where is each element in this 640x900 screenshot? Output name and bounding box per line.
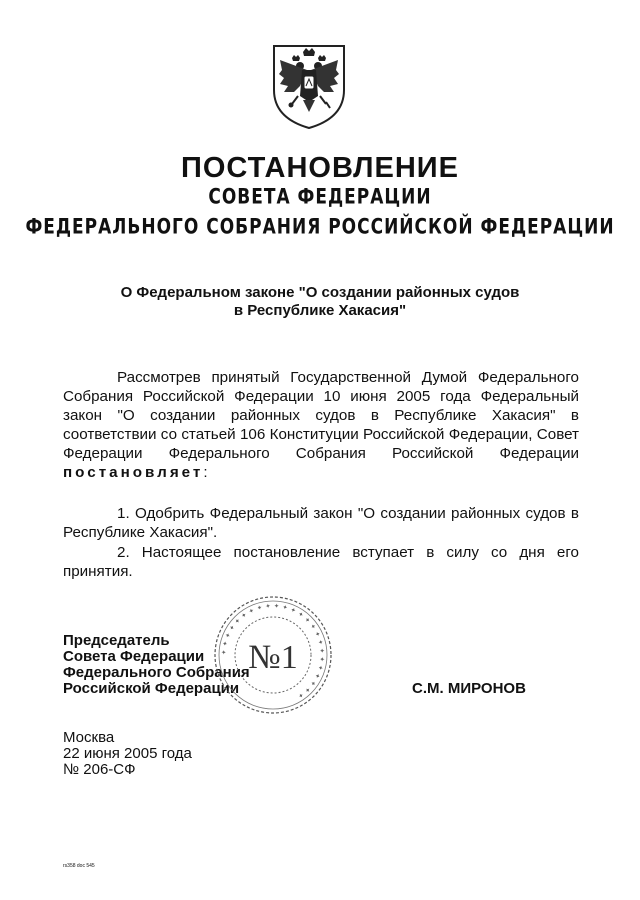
position-line-1: Председатель	[63, 632, 170, 649]
subject-line-2: в Республике Хакасия"	[233, 302, 407, 319]
decree-item-2	[63, 543, 579, 581]
issuer-line-1: СОВЕТА ФЕДЕРАЦИИ	[208, 184, 432, 210]
position-line-4: Российской Федерации	[63, 680, 240, 697]
position-line-3: Федерального Собрания	[63, 664, 250, 681]
decree-colon: :	[203, 464, 208, 481]
preamble-text: Рассмотрев принятый Государственной Думой Федерального Собрания Российской Федерации 10 июня 2005 года Федеральный закон "О создании районных судов в Республике Хакасия" в соответствии со статьей 106 Конституции Российской Федерации, Совет Федерации Федерального Собрания Российской Федерации	[63, 369, 579, 462]
issue-details	[63, 730, 192, 778]
issue-city: Москва	[63, 729, 115, 746]
document-number: № 206-СФ	[63, 761, 136, 778]
footer-file-code: rs358 doc 545	[63, 863, 95, 869]
position-line-2: Совета Федерации	[63, 648, 205, 665]
official-seal-stamp	[208, 590, 338, 720]
issuer-line-2: ФЕДЕРАЛЬНОГО СОБРАНИЯ РОССИЙСКОЙ ФЕДЕРАЦИИ	[25, 214, 615, 240]
item-2-text: 2. Настоящее постановление вступает в силу со дня его принятия.	[63, 544, 579, 580]
signer-name: С.М. МИРОНОВ	[412, 680, 526, 697]
decree-word: постановляет	[63, 464, 204, 481]
preamble-paragraph	[63, 368, 579, 482]
seal-number: №1	[248, 639, 298, 676]
item-1-text: 1. Одобрить Федеральный закон "О создании районных судов в Республике Хакасия".	[63, 505, 579, 541]
document-title: ПОСТАНОВЛЕНИЕ	[181, 152, 459, 184]
russian-coat-of-arms-icon	[270, 40, 348, 132]
svg-text:✦ ✦ ✦ ✦ ✦ ✦ ✦ ✦ ✦ ✦ ✦ ✦ ✦ ✦ ✦: ✦ ✦ ✦ ✦ ✦ ✦ ✦ ✦ ✦ ✦ ✦ ✦ ✦ ✦ ✦ ✦ ✦ ✦ ✦ ✦ ✦ ✦ ✦ ✦	[220, 602, 326, 700]
subject-line-1: О Федеральном законе "О создании районных судов	[120, 284, 520, 301]
document-subject	[60, 284, 580, 320]
issue-date: 22 июня 2005 года	[63, 745, 192, 762]
decree-item-1	[63, 504, 579, 542]
